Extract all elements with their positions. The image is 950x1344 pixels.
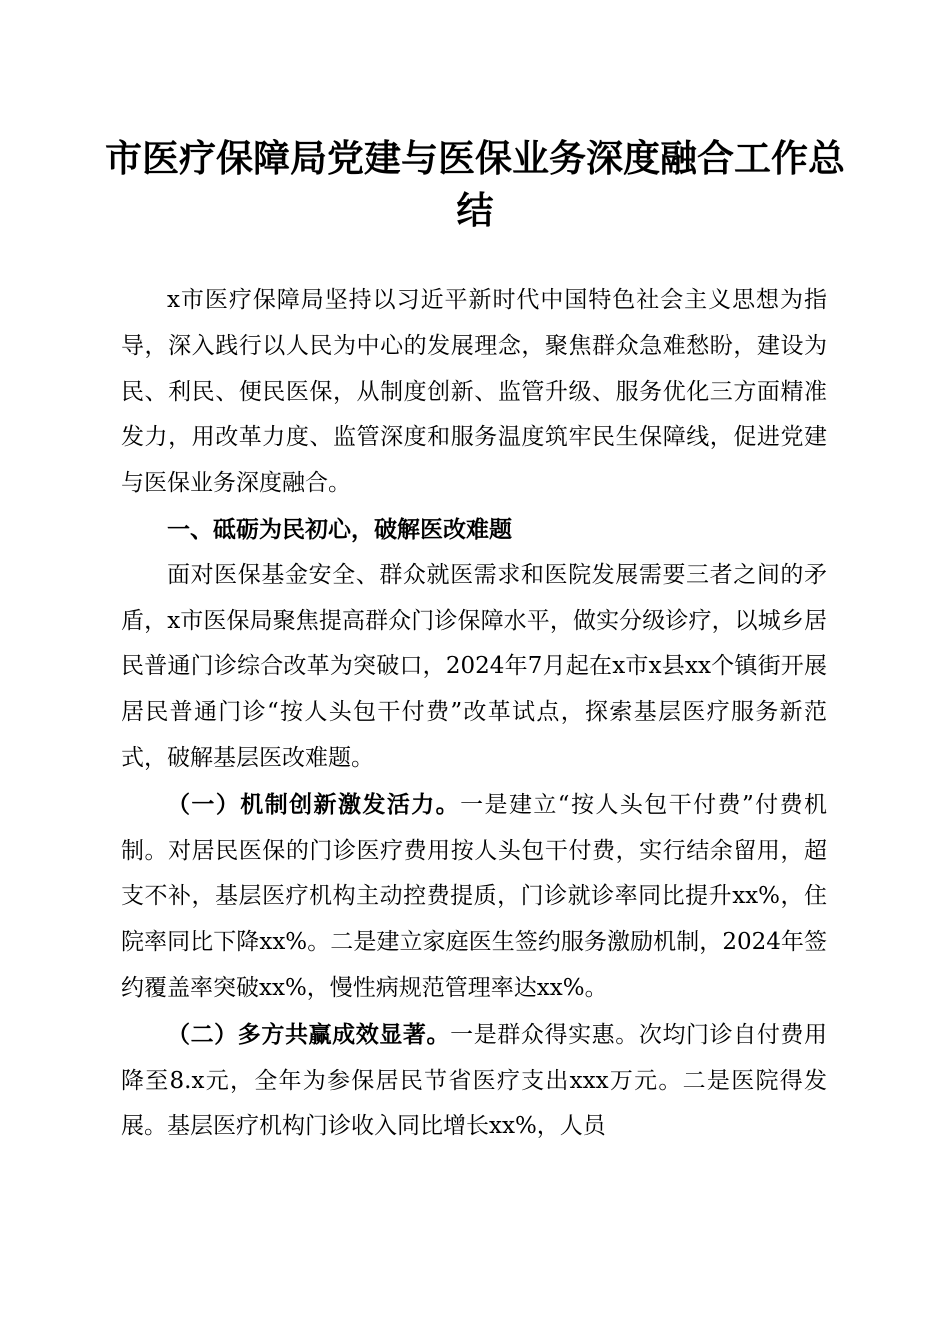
subsection-1-paragraph — [121, 782, 827, 1012]
subsection-2-lead: （二）多方共赢成效显著。 — [167, 1020, 451, 1048]
document-title: 市医疗保障局党建与医保业务深度融合工作总结 — [105, 136, 845, 232]
section-1-paragraph: 面对医保基金安全、群众就医需求和医院发展需要三者之间的矛盾，x市医保局聚焦提高群众门诊保障水平，做实分级诊疗，以城乡居民普通门诊综合改革为突破口，2024年7月起在x市x县xx个镇街开展居民普通门诊“按人头包干付费”改革试点，探索基层医疗服务新范式，破解基层医改难题。 — [121, 561, 827, 771]
subsection-1-body: 一是建立“按人头包干付费”付费机制。对居民医保的门诊医疗费用按人头包干付费，实行结余留用，超支不补，基层医疗机构主动控费提质，门诊就诊率同比提升xx%，住院率同比下降xx%。二是建立家庭医生签约服务激励机制，2024年签约覆盖率突破xx%，慢性病规范管理率达xx%。 — [121, 791, 827, 1001]
subsection-2-body: 一是群众得实惠。次均门诊自付费用降至8.x元，全年为参保居民节省医疗支出xxx万元。二是医院得发展。基层医疗机构门诊收入同比增长xx%，人员 — [121, 1021, 828, 1140]
section-heading-1: 一、砥砺为民初心，破解医改难题 — [167, 515, 512, 543]
subsection-2-paragraph — [121, 1012, 827, 1150]
intro-paragraph: x市医疗保障局坚持以习近平新时代中国特色社会主义思想为指导，深入践行以人民为中心的发展理念，聚焦群众急难愁盼，建设为民、利民、便民医保，从制度创新、监管升级、服务优化三方面精准发力，用改革力度、监管深度和服务温度筑牢民生保障线，促进党建与医保业务深度融合。 — [121, 287, 827, 497]
subsection-1-lead: （一）机制创新激发活力。 — [167, 790, 461, 818]
document-body — [121, 278, 827, 1150]
